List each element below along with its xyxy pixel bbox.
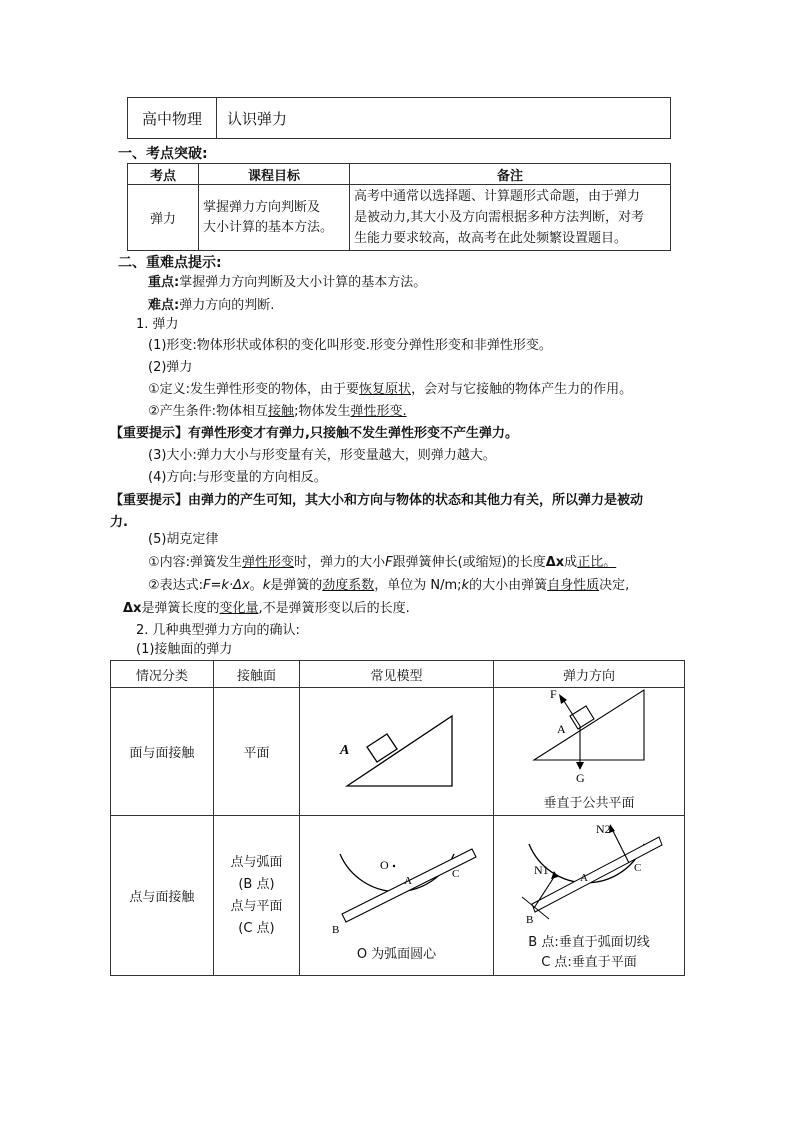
tip2-line-cont: 力.: [110, 515, 128, 530]
arrow-head: [576, 762, 584, 770]
rod-in-bowl-diagram: [302, 829, 492, 939]
surface-line: (B 点): [238, 876, 275, 892]
surface-cell: 平面: [213, 688, 299, 816]
table-header: 考点: [128, 164, 199, 185]
table-cell-goal: [199, 185, 350, 251]
hooke-expression-line: [148, 577, 629, 595]
symbol-F: F: [385, 555, 393, 570]
hooke-content-line: [148, 554, 616, 572]
size-line: (3)大小:弹力大小与形变量有关，形变量越大，则弹力越大。: [148, 448, 496, 463]
topic-label: 认识弹力: [227, 109, 288, 128]
remark-line: 生能力要求较高，故高考在此处频繁设置题目。: [354, 231, 628, 246]
text: ;物体发生: [294, 404, 351, 419]
surface-line: 点与弧面: [230, 854, 283, 870]
symbol-dx: Δx: [545, 555, 565, 570]
section2-heading: 二、重难点提示:: [118, 255, 222, 271]
remark-line: 是被动力,其大小及方向需根据多种方法判断，对考: [354, 210, 645, 225]
condition-line: [148, 403, 407, 421]
direction-line: (4)方向:与形变量的方向相反。: [148, 470, 327, 485]
difficulty-text: 弹力方向的判断.: [179, 298, 275, 313]
label-B: B: [526, 913, 534, 926]
table-cell-point: 弹力: [128, 185, 199, 251]
formula: F=k·Δx: [203, 578, 250, 593]
direction-caption: C 点:垂直于平面: [541, 954, 637, 970]
text: 是弹簧的: [270, 578, 323, 593]
text: ，单位为 N/m;: [374, 578, 462, 593]
label-C: C: [451, 868, 459, 880]
rod: [532, 837, 662, 912]
key-text: 掌握弹力方向判断及大小计算的基本方法。: [179, 275, 427, 290]
direction-cell: [494, 816, 685, 976]
label-A: A: [580, 871, 588, 884]
direction-caption: B 点:垂直于弧面切线: [528, 934, 650, 950]
text: ,不是弹簧形变以后的长度.: [258, 601, 410, 616]
text: ①定义:发生弹性形变的物体，由于要: [148, 382, 360, 397]
text: ②表达式:: [148, 578, 204, 593]
label-N2: N2: [596, 821, 611, 836]
elastic-heading: (2)弹力: [148, 360, 193, 375]
incline-force-diagram: [494, 688, 684, 788]
tip-label: 【重要提示】: [110, 426, 189, 441]
label-N1: N1: [534, 862, 549, 877]
exam-points-table: [127, 163, 671, 251]
label-B: B: [331, 924, 339, 936]
key-point-line: [148, 274, 426, 292]
label-G: G: [576, 771, 585, 785]
table-header: 备注: [350, 164, 671, 185]
text: 决定,: [599, 578, 630, 593]
symbol-k: k: [461, 578, 470, 593]
label-F: F: [550, 688, 557, 701]
item2-heading: [136, 622, 300, 640]
model-cell: [300, 816, 494, 976]
difficulty-label: 难点:: [148, 298, 180, 313]
contact-force-table: [110, 660, 685, 976]
tip-text: 由弹力的产生可知，其大小和方向与物体的状态和其他力有关，所以弹力是被动: [188, 493, 644, 508]
underlined-term: 自身性质: [547, 578, 600, 593]
underlined-term: 劲度系数: [322, 578, 375, 593]
text: 。: [249, 578, 263, 593]
difficulty-line: [148, 297, 274, 315]
text: ②产生条件:物体相互: [148, 404, 269, 419]
definition-line: [148, 381, 632, 399]
text: 成: [564, 555, 578, 570]
incline-block-diagram: [302, 691, 492, 809]
item1-heading: 1. 弹力: [136, 317, 179, 332]
text: 时，弹力的大小: [294, 555, 386, 570]
hooke-heading: (5)胡克定律: [148, 532, 219, 547]
surface-cell: [213, 816, 299, 976]
dx-explanation-line: [123, 600, 410, 618]
text: 是弹簧长度的: [141, 601, 220, 616]
category-cell: 面与面接触: [111, 688, 214, 816]
key-label: 重点:: [148, 275, 180, 290]
tip-text: 有弹性形变才有弹力,只接触不发生弹性形变不产生弹力。: [188, 426, 518, 441]
item2-text: 2. 几种典型弹力方向的确认:: [136, 623, 300, 638]
goal-line: 大小计算的基本方法。: [203, 219, 334, 235]
subject-label: 高中物理: [128, 98, 217, 138]
model-cell: [300, 688, 494, 816]
block: [367, 734, 397, 762]
underlined-term: 变化量: [219, 601, 259, 616]
center-point: [392, 865, 394, 867]
remark-line: 高考中通常以选择题、计算题形式命题，由于弹力: [354, 189, 641, 204]
text: 的大小由弹簧: [469, 578, 548, 593]
table-header: 常见模型: [300, 661, 494, 688]
underlined-term: 正比。: [577, 555, 617, 570]
title-box: [127, 97, 671, 139]
item2-1-heading: (1)接触面的弹力: [136, 642, 233, 657]
table-cell-remark: [350, 185, 671, 251]
table-header: 情况分类: [111, 661, 214, 688]
goal-line: 掌握弹力方向判断及: [203, 199, 321, 215]
symbol-dx: Δx: [123, 601, 142, 616]
underlined-term: 弹性形变: [242, 555, 295, 570]
text: ①内容:弹簧发生: [148, 555, 243, 570]
label-A: A: [403, 875, 412, 887]
table-header: 课程目标: [199, 164, 350, 185]
text: ，会对与它接触的物体产生力的作用。: [411, 382, 633, 397]
tip-label: 【重要提示】: [110, 493, 189, 508]
surface-line: (C 点): [238, 920, 275, 936]
symbol-k: k: [262, 578, 271, 593]
table-header: 接触面: [213, 661, 299, 688]
direction-cell: [494, 688, 685, 816]
arrow-head: [559, 694, 567, 704]
deform-line: (1)形变:物体形状或体积的变化叫形变.形变分弹性形变和非弹性形变。: [148, 338, 552, 353]
section1-heading: 一、考点突破:: [118, 146, 208, 162]
tip1-line: [110, 425, 518, 443]
label-A: A: [557, 722, 566, 736]
incline-triangle: [347, 716, 452, 786]
label-C: C: [634, 861, 642, 874]
label-A: A: [339, 742, 349, 758]
underlined-term: 恢复原状: [359, 382, 412, 397]
model-caption: O 为弧面圆心: [356, 947, 437, 962]
underlined-term: 接触: [268, 404, 295, 419]
label-O: O: [379, 858, 389, 872]
table-header: 弹力方向: [494, 661, 685, 688]
block: [570, 706, 594, 729]
text: 跟弹簧伸长(或缩短)的长度: [392, 555, 546, 570]
tip2-line: [110, 492, 643, 510]
direction-caption: 垂直于公共平面: [543, 796, 635, 811]
surface-line: 点与平面: [230, 898, 283, 914]
rod-force-diagram: [494, 819, 684, 929]
category-cell: 点与面接触: [111, 816, 214, 976]
underlined-term: 弹性形变.: [350, 404, 407, 419]
